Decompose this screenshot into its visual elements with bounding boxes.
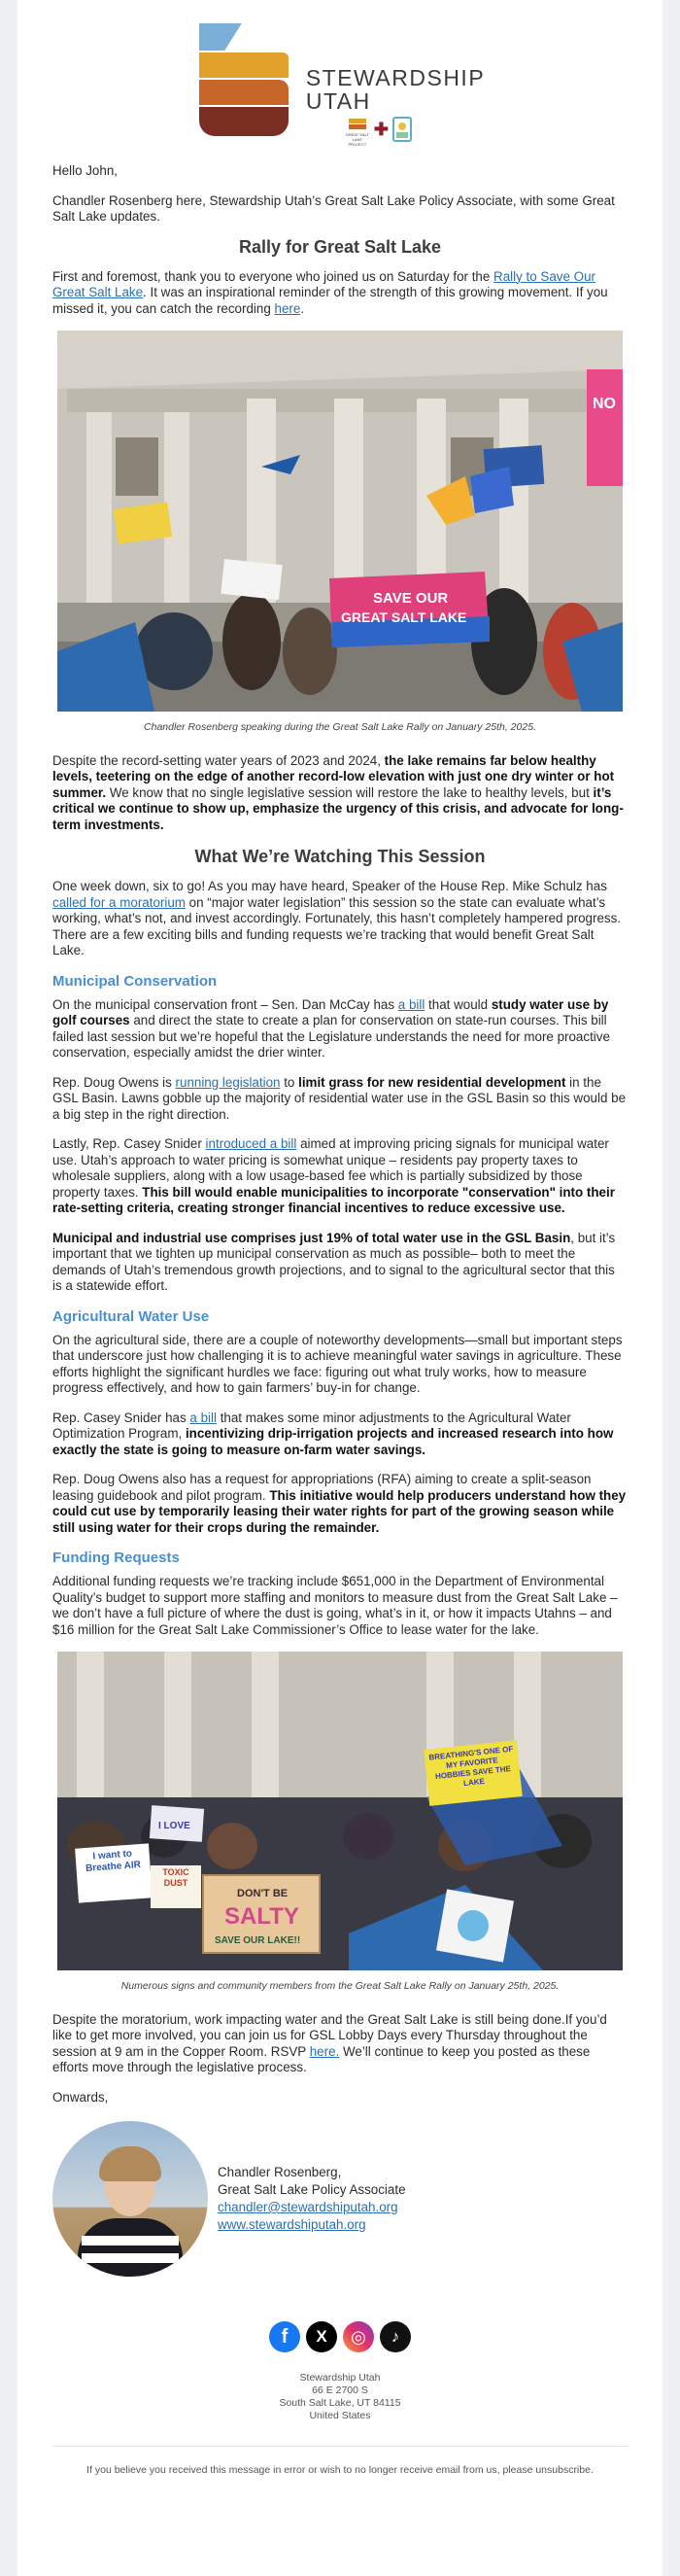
- banner-line-1: SAVE OUR: [373, 590, 449, 607]
- x-glyph: X: [316, 2327, 327, 2346]
- love-sign: [150, 1805, 204, 1842]
- toxic-dust-sign: [151, 1865, 201, 1908]
- footer-city: South Salt Lake, UT 84115: [279, 2397, 401, 2409]
- salty-sign: [203, 1875, 320, 1953]
- salty-line-2: SALTY: [224, 1903, 299, 1930]
- municipal-heading: Municipal Conservation: [52, 972, 218, 990]
- rally-link[interactable]: Rally to Save Our Great Salt Lake: [52, 268, 595, 299]
- partner-label: GREAT SALT LAKE PROJECT: [345, 132, 369, 147]
- agricultural-paragraph-1: On the agricultural side, there are a couple of noteworthy developments—small but important steps that underscore just how challenging it is to achieve meaningful water savings in agriculture. These efforts highlight the significant hurdles we face: figuring out what truly works, how to measure progress effectively, and how to gain farmers’ buy-in for change.: [52, 1332, 623, 1395]
- rally-heading: Rally for Great Salt Lake: [238, 236, 442, 257]
- greeting: Hello John,: [52, 163, 118, 178]
- rally-photo-2: [57, 1652, 623, 1970]
- agricultural-paragraph-3: Rep. Doug Owens also has a request for appropriations (RFA) aiming to create a split-season leasing guidebook and pilot program. This initiative would help producers understand how they could cut use by temporarily leasing their water rights for part of the growing season while still using water for their crops during the remainder.: [52, 1472, 627, 1535]
- agricultural-heading: Agricultural Water Use: [52, 1307, 210, 1325]
- signature-title: Great Salt Lake Policy Associate: [218, 2182, 406, 2197]
- golf-bill-link[interactable]: a bill: [397, 996, 425, 1012]
- banner-line-2: GREAT SALT LAKE: [341, 609, 467, 625]
- gsl-project-logo: [345, 117, 370, 147]
- partner-badge-icon: [392, 117, 412, 142]
- breathing-sign-text: BREATHING'S ONE OF MY FAVORITE HOBBIES SAVE THE LAKE: [428, 1744, 514, 1789]
- rally-paragraph-2: Despite the record-setting water years of 2023 and 2024, the lake remains far below healthy levels, teetering on the edge of another record-low elevation with just one dry winter or hot summer. We know that no single legislative session will restore the lake to healthy levels, but it’s critical we continue to show up, emphasize the urgency of this crisis, and advocate for long-term investments.: [52, 752, 624, 832]
- funding-paragraph-1: Additional funding requests we’re tracking include $651,000 in the Department of Environmental Quality’s budget to support more staffing and monitors to measure dust from the Great Salt Lake – we don’t have a full picture of where the dust is going, what’s in it, or how it impacts Utahns – and $16 million for the Great Salt Lake Commissioner’s Office to lease water for the lake.: [52, 1574, 618, 1637]
- tiktok-glyph: ♪: [391, 2327, 400, 2346]
- social-links: [52, 2321, 628, 2352]
- love-sign-text: I LOVE: [158, 1821, 190, 1831]
- photo-2-caption: Numerous signs and community members from the Great Salt Lake Rally on January 25th, 2025.: [120, 1980, 560, 1992]
- tiktok-icon[interactable]: [380, 2321, 411, 2352]
- instagram-icon[interactable]: [343, 2321, 374, 2352]
- session-heading: What We’re Watching This Session: [194, 847, 486, 866]
- breathe-air-sign: [75, 1843, 153, 1902]
- rally-photo-2-illustration: [57, 1652, 623, 1970]
- email-container: [17, 0, 663, 2576]
- avatar: [52, 2121, 208, 2277]
- header-logo[interactable]: [17, 0, 663, 147]
- x-icon[interactable]: [306, 2321, 337, 2352]
- breathe-sign-text: I want to Breathe AIR: [85, 1848, 142, 1874]
- pricing-bill-link[interactable]: introduced a bill: [205, 1136, 297, 1151]
- rally-paragraph-1: First and foremost, thank you to everyone who joined us on Saturday for the Rally to Save Our Great Salt Lake. It was an inspirational reminder of the strength of this growing movement. If you missed it, you can catch the recording here.: [52, 268, 608, 316]
- handprint-sign: [436, 1889, 514, 1962]
- signature-name: Chandler Rosenberg,: [218, 2165, 342, 2179]
- municipal-paragraph-3: Lastly, Rep. Casey Snider introduced a bill aimed at improving pricing signals for municipal water use. Utah’s approach to water pricing is somewhat unique – residents pay property taxes to wholesale suppliers, along with a low usage-based fee which is partially subsidized by those property taxes. This bill would enable municipalities to incorporate "conservation" into their rate-setting criteria, creating stronger financial incentives to reduce excessive use.: [52, 1136, 615, 1215]
- footer-street: 66 E 2700 S: [312, 2385, 368, 2396]
- funding-paragraph-2: Despite the moratorium, work impacting water and the Great Salt Lake is still being done.If you’d like to get more involved, you can join us for GSL Lobby Days every Thursday throughout the session at 9 am in the Copper Room. RSVP here. We’ll continue to keep you posted as these efforts move through the legislative process.: [52, 2011, 607, 2074]
- facebook-glyph: f: [281, 2325, 289, 2348]
- signature-website-link[interactable]: www.stewardshiputah.org: [218, 2217, 366, 2232]
- salty-line-1: DON'T BE: [237, 1888, 289, 1899]
- toxic-sign-text: TOXIC DUST: [162, 1867, 189, 1888]
- facebook-icon[interactable]: [269, 2321, 300, 2352]
- side-sign-text: NO: [593, 396, 616, 412]
- footer-address: [52, 2372, 628, 2422]
- salty-line-3: SAVE OUR LAKE!!: [215, 1935, 301, 1946]
- intro-paragraph: Chandler Rosenberg here, Stewardship Utah’s Great Salt Lake Policy Associate, with some Great Salt Lake updates.: [52, 192, 615, 224]
- funding-heading: Funding Requests: [52, 1549, 180, 1566]
- grass-legislation-link[interactable]: running legislation: [175, 1074, 281, 1090]
- rsvp-link[interactable]: here.: [309, 2043, 340, 2059]
- footer-org: Stewardship Utah: [299, 2372, 381, 2384]
- stewardship-utah-logo-mark: [195, 19, 296, 144]
- rally-photo-1-illustration: [57, 331, 623, 712]
- rally-photo-1: [57, 331, 623, 712]
- agricultural-paragraph-2: Rep. Casey Snider has a bill that makes some minor adjustments to the Agricultural Water Optimization Program, incentivizing drip-irrigation projects and increased research into how exactly the state is going to measure on-farm water savings.: [52, 1410, 614, 1457]
- moratorium-link[interactable]: called for a moratorium: [52, 894, 186, 910]
- photo-1-caption: Chandler Rosenberg speaking during the Great Salt Lake Rally on January 25th, 2025.: [144, 721, 536, 733]
- recording-link[interactable]: here: [274, 300, 301, 316]
- ag-bill-link[interactable]: a bill: [189, 1410, 217, 1425]
- instagram-glyph: ◎: [351, 2326, 366, 2347]
- breathing-sign: [424, 1740, 523, 1806]
- municipal-paragraph-4: Municipal and industrial use comprises just 19% of total water use in the GSL Basin, but it’s important that we tighten up municipal conservation as much as possible– both to meet the demands of Utah’s tremendous growth projections, and to signal to the agricultural sector that this is a statewide effort.: [52, 1230, 616, 1293]
- save-gsl-banner: [329, 572, 490, 647]
- session-paragraph: One week down, six to go! As you may have heard, Speaker of the House Rep. Mike Schulz has called for a moratorium on “major water legislation” this session so the state can evaluate what’s working, what’s not, and invest accordingly. Fortunately, this hasn’t completely hampered progress. There are a few exciting bills and funding requests we’re tracking that would benefit Great Salt Lake.: [52, 879, 622, 957]
- brand-line-1: STEWARDSHIP: [305, 65, 486, 90]
- unsubscribe-notice[interactable]: If you believe you received this message in error or wish to no longer receive email from us, please unsubscribe.: [86, 2464, 594, 2476]
- closing: Onwards,: [52, 2089, 109, 2105]
- municipal-paragraph-2: Rep. Doug Owens is running legislation to limit grass for new residential development in the GSL Basin. Lawns gobble up the majority of residential water use in the GSL Basin so this would be a big step in the right direction.: [52, 1074, 627, 1122]
- footer-country: United States: [309, 2410, 371, 2421]
- municipal-paragraph-1: On the municipal conservation front – Sen. Dan McCay has a bill that would study water use by golf courses and direct the state to create a plan for conservation on state-run courses. This bill failed last session but we’re hopeful that the Legislature understands the need for more proactive conservation, especially amidst the drier winter.: [52, 996, 610, 1060]
- brand-line-2: UTAH: [305, 88, 371, 114]
- plus-icon: ✚: [373, 119, 389, 139]
- signature-block: [52, 2121, 628, 2277]
- footer-divider: [52, 2446, 628, 2447]
- signature-email-link[interactable]: chandler@stewardshiputah.org: [218, 2200, 398, 2214]
